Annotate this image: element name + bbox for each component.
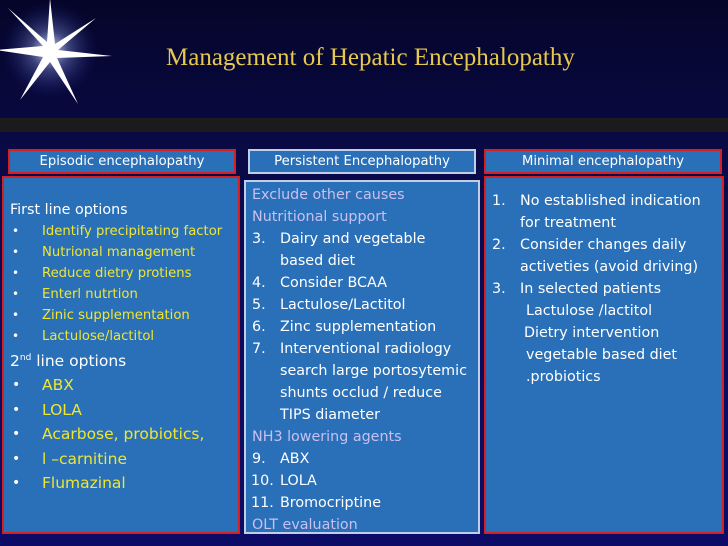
minimal-header: Minimal encephalopathy bbox=[484, 149, 722, 174]
section-label: NH3 lowering agents bbox=[252, 429, 402, 445]
list-item: 6. Zinc supplementation bbox=[252, 319, 437, 335]
list-item: 7. Interventional radiology search large portosytemic shunts occlud / reduce TIPS diameter bbox=[252, 341, 467, 423]
bullet-icon: • bbox=[12, 450, 21, 467]
list-item: 4. Consider BCAA bbox=[252, 275, 388, 291]
list-item: 11. Bromocriptine bbox=[251, 495, 382, 511]
list-subitem: Lactulose /lactitol bbox=[526, 303, 653, 319]
bullet-icon: • bbox=[12, 308, 20, 322]
bullet-icon: • bbox=[12, 377, 21, 394]
list-item: • l –carnitine bbox=[10, 447, 232, 472]
list-item: • Zinic supplementation bbox=[10, 305, 232, 326]
second-line-label: 2nd line options bbox=[10, 352, 127, 371]
list-item: 5. Lactulose/Lactitol bbox=[252, 297, 406, 313]
title-divider bbox=[0, 118, 728, 132]
list-item: 3. In selected patients bbox=[492, 281, 662, 297]
page-title: Management of Hepatic Encephalopathy bbox=[166, 44, 575, 71]
second-line-list bbox=[10, 373, 232, 496]
bullet-icon: • bbox=[12, 224, 20, 238]
list-item: • ABX bbox=[10, 373, 232, 398]
minimal-panel bbox=[484, 176, 724, 534]
list-item: • Enterl nutrtion bbox=[10, 284, 232, 305]
list-item: 9. ABX bbox=[252, 451, 310, 467]
bullet-icon: • bbox=[12, 266, 20, 280]
list-item: 10. LOLA bbox=[251, 473, 317, 489]
section-label: Exclude other causes bbox=[252, 187, 405, 203]
first-line-label: First line options bbox=[10, 202, 128, 218]
list-subitem: vegetable based diet bbox=[526, 347, 678, 363]
list-item: 2. Consider changes daily activeties (avoid driving) bbox=[492, 237, 699, 275]
list-item: 1. No established indication for treatment bbox=[492, 193, 701, 231]
list-subitem: Dietry intervention bbox=[524, 325, 660, 341]
bullet-icon: • bbox=[12, 426, 21, 443]
star-burst-icon bbox=[0, 0, 130, 130]
list-item: • Flumazinal bbox=[10, 471, 232, 496]
list-item: • LOLA bbox=[10, 398, 232, 423]
bullet-icon: • bbox=[12, 245, 20, 259]
bullet-icon: • bbox=[12, 401, 21, 418]
list-item: • Identify precipitating factor bbox=[10, 221, 232, 242]
section-label: OLT evaluation bbox=[252, 517, 358, 533]
persistent-panel bbox=[244, 180, 480, 534]
list-item: • Lactulose/lactitol bbox=[10, 326, 232, 347]
episodic-panel bbox=[2, 176, 240, 534]
list-subitem: .probiotics bbox=[526, 369, 601, 385]
section-label: Nutritional support bbox=[252, 209, 387, 225]
list-item: • Nutrional management bbox=[10, 242, 232, 263]
list-item: • Reduce dietry protiens bbox=[10, 263, 232, 284]
list-item: 3. Dairy and vegetable based diet bbox=[252, 231, 426, 269]
bullet-icon: • bbox=[12, 287, 20, 301]
bullet-icon: • bbox=[12, 329, 20, 343]
first-line-list bbox=[10, 221, 232, 347]
persistent-header: Persistent Encephalopathy bbox=[248, 149, 476, 174]
episodic-header: Episodic encephalopathy bbox=[8, 149, 236, 174]
list-item: • Acarbose, probiotics, bbox=[10, 422, 232, 447]
bullet-icon: • bbox=[12, 475, 21, 492]
